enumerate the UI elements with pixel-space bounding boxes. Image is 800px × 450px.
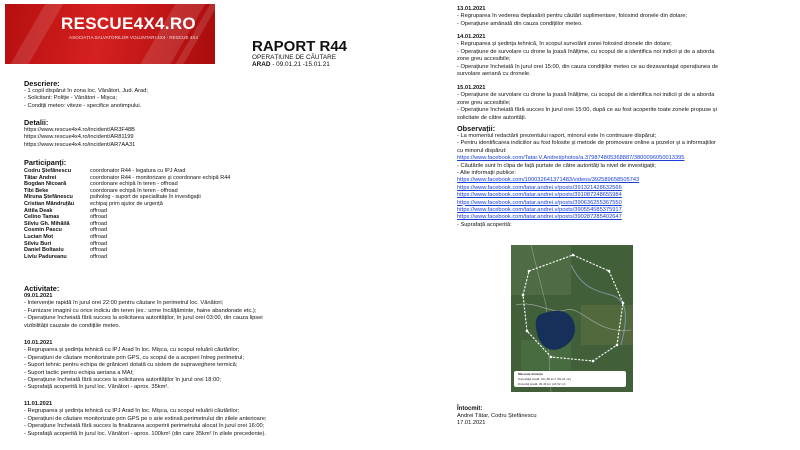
day-line: - Regruparea și ședința tehnică cu IPJ Arad în loc. Mișca, cu scopul reluării căutărilor; xyxy=(24,347,240,354)
participant-role: offroad xyxy=(90,240,108,247)
activitate-day xyxy=(457,6,687,28)
facebook-link[interactable]: https://www.facebook.com/tatar.andrei.v/posts/390287285402647 xyxy=(457,214,622,221)
participant-row xyxy=(24,188,230,195)
day-line: - Regruparea și ședința tehnică, în scopul survolării zonei folosind dronele din dotare; xyxy=(457,41,672,48)
participant-name: Cristian Mândruțău xyxy=(24,200,75,207)
observatii-line: - Pentru identificarea indiciilor au fost folosite și metode de promovare online a pozelor și a informațiilor xyxy=(457,140,716,147)
day-line: zone greu accesibile; xyxy=(457,99,511,106)
participant-row xyxy=(24,168,230,175)
report-subtitle: OPERAȚIUNE DE CĂUTARE xyxy=(252,54,337,61)
day-date: 13.01.2021 xyxy=(457,6,486,12)
activitate-day xyxy=(24,293,263,330)
participant-role: coordonator R44 - legatura cu IPJ Arad xyxy=(90,168,186,174)
participant-role: coordonare echipă în teren - offroad xyxy=(90,187,178,194)
participant-name: Miruna Ștefănescu xyxy=(24,194,73,201)
day-line: - Operațiune amânată din cauza condițiilor meteo. xyxy=(457,20,583,27)
day-line: - Suprafață acoperită în jurul loc. Vânători - aprox. 100km² (din care 35km² în zilele precedente). xyxy=(24,430,266,437)
activitate-day xyxy=(457,34,718,78)
participant-name: Codru Ștefănescu xyxy=(24,168,72,174)
day-line: - Operațiune încheiată fără succes la finalizarea acoperirii perimetrului alocat în jurul orei 16:00; xyxy=(24,423,265,430)
participant-role: offroad xyxy=(90,247,108,254)
facebook-link[interactable]: https://www.facebook.com/tatar.andrei.v/posts/390636255367550 xyxy=(457,199,622,206)
logo-title: RESCUE4X4.RO xyxy=(61,14,196,33)
map-card-title: Măsurați distanța xyxy=(518,372,543,376)
participant-role: coordonator R44 - monitorizare și coordonare echipă R44 xyxy=(90,174,231,181)
activitate-day xyxy=(24,401,266,438)
participant-row xyxy=(24,227,230,234)
day-line: - Suport tehnic pentru echipa de grăniceri dotată cu sistem de supraveghere termică; xyxy=(24,362,238,369)
day-line: vizibilității cauzate de condițiile meteo. xyxy=(24,322,121,329)
day-date: 14.01.2021 xyxy=(457,34,486,40)
day-line: - Operațiuni de căutare monitorizate prin GPS pe o arie extinsă perimetrului din zilele anterioare; xyxy=(24,415,267,422)
participant-role: offroad xyxy=(90,207,108,214)
facebook-link[interactable]: https://www.facebook.com/tatar.andrei.v/posts/391087248655984 xyxy=(457,192,622,199)
facebook-link[interactable]: https://www.facebook.com/100032641371483/videos/392589658505743 xyxy=(457,177,640,184)
detalii-links xyxy=(24,127,135,149)
day-line: - Suport tactic pentru echipa aeriana a MAI; xyxy=(24,369,134,376)
facebook-link[interactable]: https://www.facebook.com/Tatar.V.Andrei/photos/a.379874805368887/3800096050013395 xyxy=(457,155,685,162)
observatii-line: - Căutările sunt în clipa de față purtate de către autorități la nivel de investigații; xyxy=(457,162,656,169)
observatii-line: - Alte informații publice: xyxy=(457,170,516,177)
day-line: - Operațiune de survolare cu drone la joasă înălțime, cu scopul de a identifica noi indicii și de a aborda xyxy=(457,48,715,55)
day-date: 15.01.2021 xyxy=(457,85,486,91)
report-location: ARAD xyxy=(252,61,271,68)
detalii-link[interactable]: https://www.rescue4x4.ro/incident/AR81199 xyxy=(24,134,134,141)
participant-row xyxy=(24,201,230,208)
detalii-heading: Detalii: xyxy=(24,118,49,127)
intocmit-date: 17.01.2021 xyxy=(457,420,486,427)
logo-subtitle: ASOCIAȚIA SALVATORILOR VOLUNTARI 4X4 - RESCUE 4X4 xyxy=(69,35,199,40)
map-card-area: Suprafață totală: 101,89 km² (39,34 mi²) xyxy=(518,377,572,381)
map-measure-card xyxy=(514,371,626,387)
report-dates: - 09.01.21 -15.01.21 xyxy=(270,61,330,68)
map-image xyxy=(511,245,633,392)
day-line: - Regruparea în vederea deplasării pentru căutări suplimentare, folosind dronele din dotare; xyxy=(457,13,688,20)
map-card-distance: Distanță totală: 39,46 km (24,52 mi) xyxy=(518,381,566,386)
participant-name: Tătar Andrei xyxy=(24,174,57,181)
observatii-heading: Observații: xyxy=(457,124,496,133)
observatii-line: cu minorul dispărut: xyxy=(457,147,507,154)
day-line: zone greu accesibile; xyxy=(457,56,511,63)
day-date: 10.01.2021 xyxy=(24,340,53,346)
participant-row xyxy=(24,181,230,188)
day-line: - Operațiune încheiată fără succes la solicitarea autorităților, în jurul orei 03:00, din cauza lipsei xyxy=(24,315,263,322)
participanti-heading: Participanți: xyxy=(24,158,67,167)
participant-role: offroad xyxy=(90,233,108,240)
participant-role: offroad xyxy=(90,253,108,260)
participant-row xyxy=(24,247,230,254)
day-line: - Operațiune încheiată în jurul orei 15:00, din cauza condițiilor meteo ce au dezavantajat operațiunea de xyxy=(457,63,719,70)
report-location-dates xyxy=(252,61,330,68)
intocmit-heading: Întocmit: xyxy=(457,406,483,412)
day-line: - Regruparea și ședința tehnică cu IPJ Arad în loc. Mișca, cu scopul reluării căutărilor; xyxy=(24,408,240,415)
intocmit-block xyxy=(457,413,537,428)
participant-role: psiholog - suport de specialitate în investigații xyxy=(90,194,201,201)
participant-row xyxy=(24,214,230,221)
day-line: - Intervenție rapidă în jurul orei 22:00 pentru căutare în perimetrul loc. Vânători; xyxy=(24,300,224,307)
day-line: solicitate de către autorități. xyxy=(457,114,527,121)
activitate-heading: Activitate: xyxy=(24,284,60,293)
descriere-heading: Descriere: xyxy=(24,79,60,88)
participant-role: offroad xyxy=(90,214,108,221)
participant-name: Lucian Mot xyxy=(24,233,54,240)
day-line: - Operațiuni de căutare monitorizate prin GPS, cu scopul de a acoperi întreg perimetrul; xyxy=(24,354,245,361)
day-line: - Suprafață acoperită în jurul loc. Vânători - aprox. 35km². xyxy=(24,384,169,391)
participant-name: Tibi Beke xyxy=(24,187,49,194)
day-line: - Operațiune încheiată fără succes la solicitarea autorităților în jurul orei 18:00; xyxy=(24,377,221,384)
participant-name: Silviu Gh. Mihăilă xyxy=(24,220,70,227)
observatii-line: - Suprafață acoperită: xyxy=(457,221,512,228)
observatii-list xyxy=(457,133,716,229)
participant-row xyxy=(24,241,230,248)
participant-role: echipaj prim ajutor de urgență xyxy=(90,200,163,207)
participant-role: offroad xyxy=(90,220,108,227)
activitate-day xyxy=(24,340,244,392)
participanti-list xyxy=(24,168,230,260)
day-line: survolare aeriană cu dronele. xyxy=(457,71,531,78)
participant-name: Bogdan Nicoară xyxy=(24,181,67,188)
intocmit-names: Andrei Tătar, Codru Ștefănescu xyxy=(457,413,537,419)
descriere-line: - 1 copil dispărut în zona loc. Vânători, Jud. Arad; xyxy=(24,88,148,94)
day-line: - Operațiune încheiată fără succes în jurul orei 15:00, după ce au fost acoperite toate zonele propuse și xyxy=(457,107,717,114)
participant-name: Liviu Padureanu xyxy=(24,253,67,260)
participant-name: Celino Tamas xyxy=(24,214,60,221)
participant-row xyxy=(24,208,230,215)
participant-name: Daniel Boltasiu xyxy=(24,247,64,254)
facebook-link[interactable]: https://www.facebook.com/tatar.andrei.v/posts/391321428632566 xyxy=(457,184,622,191)
facebook-link[interactable]: https://www.facebook.com/tatar.andrei.v/posts/390554585375917 xyxy=(457,207,622,214)
report-title: RAPORT R44 xyxy=(252,38,348,55)
participant-role: coordonare echipă în teren - offroad xyxy=(90,181,178,188)
descriere-list xyxy=(24,88,148,110)
day-line: - Operațiune de survolare cu drone la joasă înălțime, cu scopul de a identifica noi indicii și de a aborda xyxy=(457,92,715,99)
activitate-day xyxy=(457,85,717,122)
detalii-link[interactable]: https://www.rescue4x4.ro/incident/AR3F48B xyxy=(24,127,135,133)
participant-row xyxy=(24,254,230,261)
day-date: 11.01.2021 xyxy=(24,401,53,407)
descriere-line: - Solicitant: Poliție - Vânători - Mișca; xyxy=(24,95,117,102)
day-line: - Furnizare imagini cu orice indiciu din teren (ex.: urme încălțăminte, haine abandonate etc.); xyxy=(24,307,257,314)
participant-name: Cosmin Pascu xyxy=(24,227,62,234)
coverage-map xyxy=(511,245,633,392)
participant-name: Silviu Buri xyxy=(24,240,52,247)
observatii-line: - La momentul redactării prezentului raport, minorul este în continuare dispărut; xyxy=(457,133,657,139)
detalii-link[interactable]: https://www.rescue4x4.ro/incident/AR7AA31 xyxy=(24,141,136,148)
participant-row xyxy=(24,175,230,182)
participant-row xyxy=(24,194,230,201)
descriere-line: - Condiții meteo: viteze - specifice anotimpului. xyxy=(24,102,142,109)
day-date: 09.01.2021 xyxy=(24,293,53,299)
participant-name: Attila Deak xyxy=(24,207,53,214)
logo xyxy=(5,4,215,64)
participant-role: offroad xyxy=(90,227,108,234)
participant-row xyxy=(24,234,230,241)
participant-row xyxy=(24,221,230,228)
